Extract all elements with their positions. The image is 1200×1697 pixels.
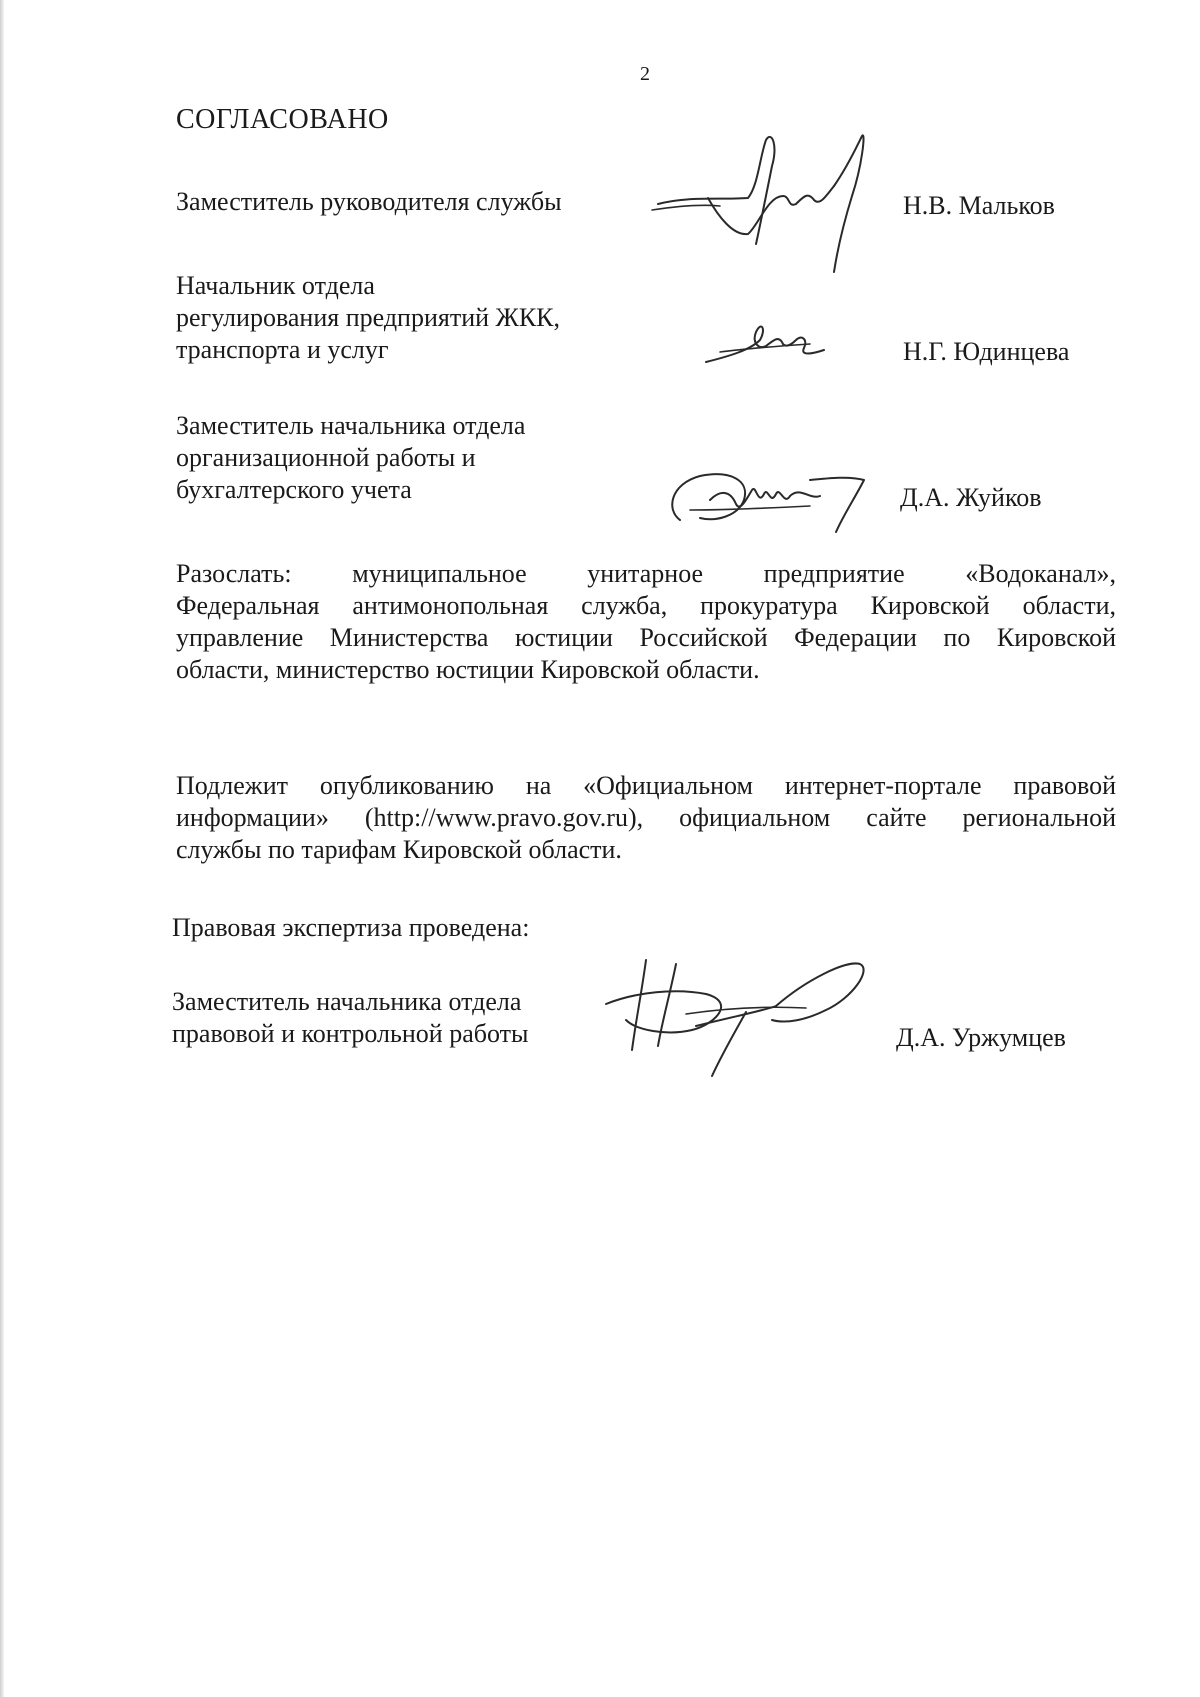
position-line: организационной работы и (176, 443, 476, 472)
publication-line: службы по тарифам Кировской области. (176, 835, 622, 864)
approval-heading: СОГЛАСОВАНО (176, 104, 389, 135)
distribution-line: Разослать: муниципальное унитарное предприятие «Водоканал», (176, 559, 1116, 588)
signature-3-icon (660, 460, 880, 540)
publication-line: Подлежит опубликованию на «Официальном интернет-портале правовой (176, 771, 1116, 800)
position-line: Начальник отдела (176, 271, 375, 300)
distribution-paragraph (176, 558, 1116, 686)
page-number: 2 (640, 63, 650, 85)
scan-edge (0, 0, 4, 1697)
signature-1-icon (648, 126, 888, 276)
legal-review-title: Правовая экспертиза проведена: (172, 913, 530, 942)
approval-name-1: Н.В. Мальков (903, 191, 1055, 220)
legal-review-position (172, 986, 528, 1050)
position-line: Заместитель начальника отдела (176, 411, 526, 440)
position-line: транспорта и услуг (176, 335, 389, 364)
distribution-line: управление Министерства юстиции Российской Федерации по Кировской (176, 623, 1116, 652)
approval-position-3 (176, 410, 525, 506)
approval-name-2: Н.Г. Юдинцева (903, 337, 1070, 366)
publication-line: информации» (http://www.pravo.gov.ru), официальном сайте региональной (176, 803, 1116, 832)
position-line: Заместитель руководителя службы (176, 187, 562, 216)
position-line: бухгалтерского учета (176, 475, 412, 504)
approval-position-2 (176, 270, 560, 366)
publication-paragraph (176, 770, 1116, 866)
approval-name-3: Д.А. Жуйков (900, 483, 1042, 512)
signature-2-icon (700, 310, 830, 370)
legal-review-name: Д.А. Уржумцев (896, 1023, 1066, 1052)
position-line: Заместитель начальника отдела (172, 987, 522, 1016)
signature-4-icon (596, 950, 886, 1080)
position-line: правовой и контрольной работы (172, 1019, 529, 1048)
position-line: регулирования предприятий ЖКК, (176, 303, 561, 332)
distribution-line: Федеральная антимонопольная служба, прокуратура Кировской области, (176, 591, 1116, 620)
approval-position-1 (176, 186, 562, 218)
distribution-line: области, министерство юстиции Кировской области. (176, 655, 760, 684)
